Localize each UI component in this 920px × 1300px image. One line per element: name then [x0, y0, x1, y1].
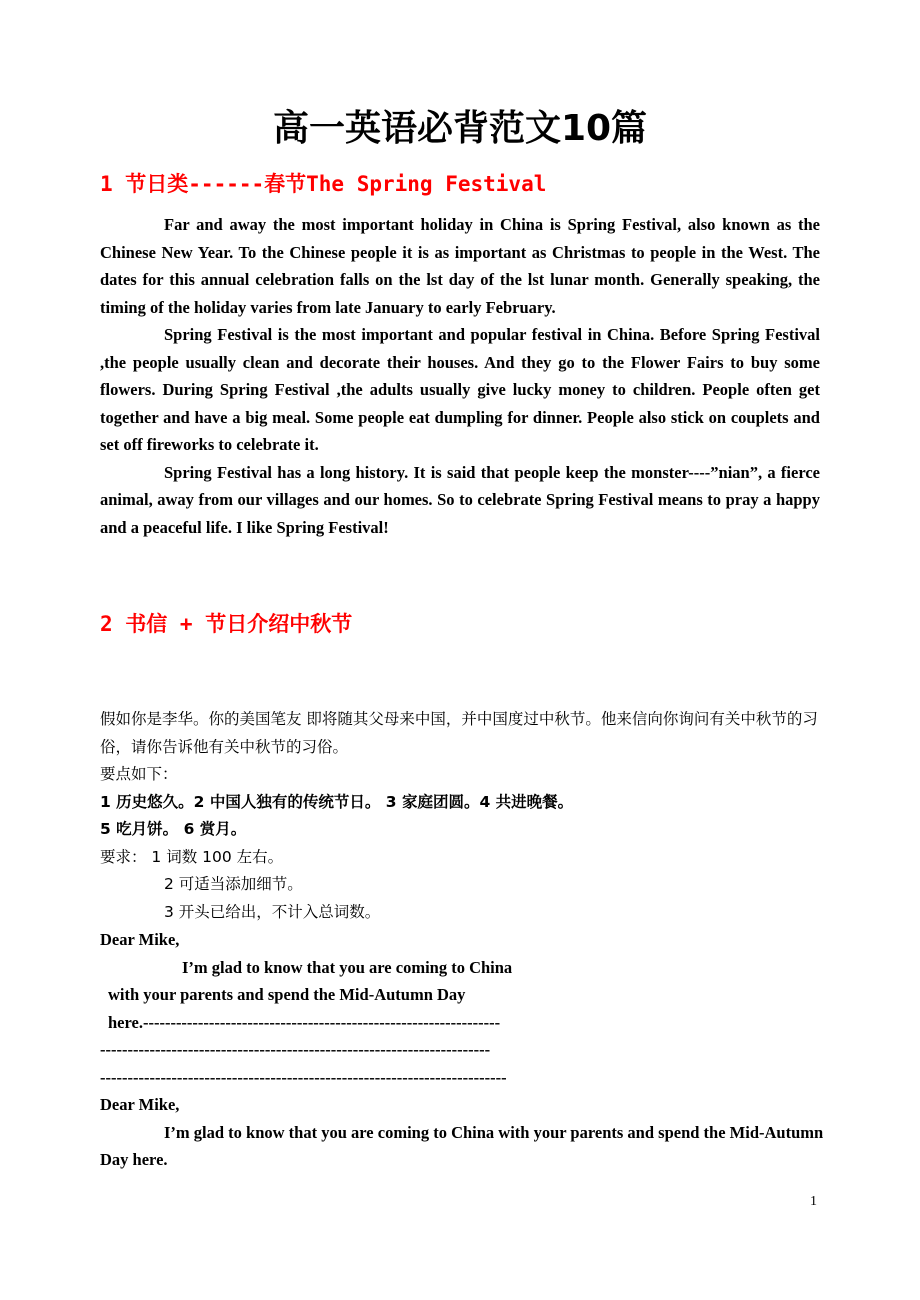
- letter-line: I’m glad to know that you are coming to China: [182, 957, 513, 977]
- requirement-line: 2 可适当添加细节。: [164, 875, 303, 893]
- letter-salutation: Dear Mike,: [100, 1095, 180, 1114]
- section1-heading: 1 节日类------春节The Spring Festival: [100, 172, 547, 196]
- letter-line: with your parents and spend the Mid-Autumn Day: [108, 985, 466, 1004]
- requirement-line: 3 开头已给出，不计入总词数。: [164, 902, 381, 921]
- points-label: 要点如下：: [100, 765, 178, 783]
- document-title: 高一英语必背范文10篇: [272, 108, 648, 149]
- essay-paragraph: Spring Festival has a long history. It is said that people keep the monster----”nian”, a fierce animal, away from our villages and our homes. So to celebrate Spring Festival means to pray a happy and a peaceful life. I like Spring Festival!: [100, 462, 820, 537]
- requirement-line: 要求： 1 词数 100 左右。: [100, 847, 284, 866]
- points-line: 1 历史悠久。2 中国人独有的传统节日。 3 家庭团圆。4 共进晚餐。: [100, 792, 574, 811]
- essay-paragraph: Spring Festival is the most important and popular festival in China. Before Spring Festival ,the people usually clean and decorate their houses. And they go to the Flower Fairs to buy some flowers. During Spring Festival ,the adults usually give lucky money to children. People often get together and have a big meal. Some people eat dumpling for dinner. People also stick on couplets and set off fireworks to celebrate it.: [100, 325, 820, 454]
- letter-salutation: Dear Mike,: [100, 930, 180, 949]
- section2-heading: 2 书信 + 节日介绍中秋节: [100, 612, 353, 636]
- writing-task: [100, 706, 830, 926]
- essay-paragraph: Far and away the most important holiday in China is Spring Festival, also known as the Chinese New Year. To the Chinese people it is as important as Christmas to people in the West. The dates for this annual celebration falls on the lst day of the lst lunar month. Generally speaking, the timing of the holiday varies from late January to early February.: [100, 215, 820, 317]
- task-prompt: 假如你是李华。你的美国笔友 即将随其父母来中国，并中国度过中秋节。他来信向你询问有关中秋节的习俗，请你告诉他有关中秋节的习俗。: [100, 710, 818, 756]
- blank-line: --------------------------------------------------------------------------: [100, 1067, 507, 1087]
- points-line: 5 吃月饼。 6 赏月。: [100, 820, 247, 838]
- page-number: 1: [810, 1194, 817, 1209]
- blank-line: -----------------------------------------------------------------------: [100, 1040, 491, 1059]
- spring-festival-essay: [100, 211, 820, 541]
- letter-opening: I’m glad to know that you are coming to China with your parents and spend the Mid-Autumn Day here.: [100, 1122, 824, 1169]
- letter-line: here.-----------------------------------------------------------------: [108, 1012, 501, 1032]
- letter-sample: [100, 926, 830, 1174]
